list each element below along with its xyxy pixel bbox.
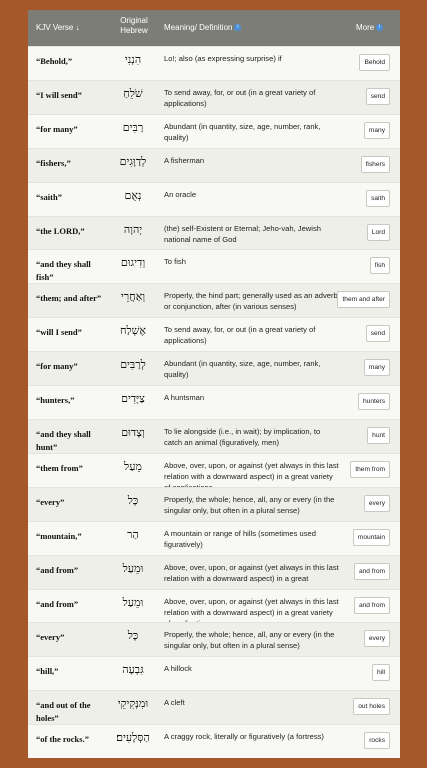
verse-text: “mountain,”: [36, 530, 82, 541]
more-column-header: [356, 23, 383, 32]
more-button[interactable]: hill: [372, 664, 390, 681]
table-row: [28, 690, 400, 724]
hebrew-word[interactable]: שֹׁלֵחַ: [123, 86, 143, 100]
table-row: [28, 114, 400, 148]
verse-text: “saith”: [36, 191, 62, 202]
verse-text: “and they shall fish”: [36, 259, 91, 283]
hebrew-word[interactable]: וְצָדוּם: [121, 425, 145, 439]
hebrew-word[interactable]: יְהוָה: [123, 222, 143, 236]
more-button[interactable]: saith: [366, 190, 390, 207]
table-row: [28, 148, 400, 182]
hebrew-word[interactable]: וּמִנְּקִיקֵי: [117, 697, 149, 711]
definition-text: To lie alongside (i.e., in wait); by implication, to catch an animal (figuratively, men): [164, 426, 321, 447]
hebrew-word[interactable]: וּמֵעַל: [122, 561, 144, 575]
hebrew-word[interactable]: רַבִּים: [122, 120, 144, 134]
table-row: [28, 216, 400, 250]
more-button[interactable]: send: [366, 88, 390, 105]
table-row: [28, 46, 400, 80]
more-button[interactable]: and from: [354, 563, 390, 580]
definition-text: Abundant (in quantity, size, age, number, rank, quality): [164, 121, 321, 142]
verse-text: “every”: [36, 632, 65, 643]
more-button[interactable]: and from: [354, 597, 390, 614]
hebrew-word[interactable]: וְאַחֲרֵי: [120, 290, 146, 304]
definition-text: Properly, the hind part; generally used as an adverb or conjunction, after (in various senses): [164, 291, 338, 312]
verse-text: “fishers,”: [36, 157, 71, 168]
table-row: [28, 249, 400, 283]
verse-column-header[interactable]: KJV Verse ↓: [36, 23, 80, 32]
definition-text: A cleft: [164, 698, 185, 708]
table-row: [28, 487, 400, 521]
hebrew-word[interactable]: כָּל: [127, 493, 139, 507]
more-button[interactable]: send: [366, 325, 390, 342]
definition-text: Lo!; also (as expressing surprise) if: [164, 54, 282, 63]
table-header: [28, 10, 400, 46]
verse-text: “the LORD,”: [36, 225, 85, 236]
more-header-label: More: [356, 23, 375, 32]
verse-table: [28, 10, 400, 758]
hebrew-word[interactable]: הַסְּלָעִים׃: [116, 731, 150, 745]
definition-text: A huntsman: [164, 393, 205, 403]
table-row: [28, 419, 400, 453]
table-row: [28, 351, 400, 385]
table-row: [28, 80, 400, 114]
definition-text: Above, over, upon, or against (yet always in this last relation with a downward aspect) in a great variety: [164, 596, 339, 617]
more-button[interactable]: every: [364, 630, 390, 647]
hebrew-column-header: [110, 16, 158, 36]
info-icon[interactable]: i: [376, 24, 383, 31]
verse-text: “for many”: [36, 361, 78, 372]
verse-text: “and they shall hunt”: [36, 428, 91, 452]
definition-text: (the) self-Existent or Eternal; Jeho-vah, Jewish national name of God: [164, 223, 322, 244]
more-button[interactable]: Behold: [359, 54, 390, 71]
definition-text: Properly, the whole; hence, all, any or every (in the singular only, but often in a plural sense): [164, 494, 335, 515]
table-row: [28, 555, 400, 589]
verse-text: “and from”: [36, 564, 79, 575]
table-row: [28, 724, 400, 758]
definition-text: A fisherman: [164, 155, 205, 165]
more-button[interactable]: mountain: [353, 529, 390, 546]
definition-text: To send away, for, or out (in a great variety of applications): [164, 87, 316, 108]
more-button[interactable]: many: [364, 359, 390, 376]
verse-text: “hill,”: [36, 666, 59, 677]
hebrew-word[interactable]: לְדַוָּגִים: [119, 154, 147, 168]
definition-text: To send away, for, or out (in a great variety of applications): [164, 325, 316, 346]
hebrew-word[interactable]: נְאֻם: [124, 188, 142, 202]
table-row: [28, 385, 400, 419]
hebrew-word[interactable]: הִנְנִי: [124, 53, 142, 66]
verse-text: “and out of the holes”: [36, 700, 91, 724]
info-icon[interactable]: i: [234, 24, 241, 31]
more-button[interactable]: rocks: [364, 732, 390, 749]
more-button[interactable]: fishers: [361, 156, 390, 173]
more-button[interactable]: out holes: [353, 698, 390, 715]
table-row: [28, 283, 400, 317]
table-row: [28, 622, 400, 656]
verse-text: “Behold,”: [36, 56, 73, 66]
hebrew-word[interactable]: גִּבְעָה: [122, 663, 144, 677]
definition-text: Above, over, upon, or against (yet always in this last relation with a downward aspect) in a great variety: [164, 460, 339, 481]
table-row: [28, 317, 400, 351]
table-row: [28, 182, 400, 216]
verse-text: “of the rocks.”: [36, 734, 89, 745]
hebrew-header-line2: Hebrew: [120, 26, 148, 35]
more-button[interactable]: Lord: [367, 224, 390, 241]
verse-text: “them; and after”: [36, 293, 102, 304]
verse-text: “will I send”: [36, 327, 82, 338]
definition-text: To fish: [164, 257, 186, 267]
verse-text: “hunters,”: [36, 395, 75, 406]
hebrew-word[interactable]: אֶשְׁלַח: [119, 324, 147, 338]
verse-text: “and from”: [36, 598, 79, 609]
definition-text: Abundant (in quantity, size, age, number, rank, quality): [164, 359, 321, 380]
definition-text: A mountain or range of hills (sometimes used figuratively): [164, 528, 316, 549]
table-row: [28, 656, 400, 690]
hebrew-word[interactable]: מֵעַל: [124, 459, 142, 473]
more-button[interactable]: hunt: [367, 427, 390, 444]
hebrew-word[interactable]: כָּל: [127, 629, 139, 643]
table-row: [28, 521, 400, 555]
definition-text: Above, over, upon, or against (yet always in this last relation with a downward aspect) in a great: [164, 562, 339, 583]
more-button[interactable]: hunters: [358, 393, 390, 410]
meaning-column-header: [164, 23, 241, 32]
more-button[interactable]: every: [364, 495, 390, 512]
hebrew-word[interactable]: הַר: [127, 527, 139, 541]
definition-text: Properly, the whole; hence, all, any or every (in the singular only, but often in a plural sense): [164, 630, 335, 651]
more-button[interactable]: them and after: [337, 291, 390, 308]
definition-text: An oracle: [164, 189, 197, 199]
verse-text: “them from”: [36, 462, 83, 473]
hebrew-word[interactable]: וְדִיגוּם: [120, 256, 146, 270]
table-row: [28, 589, 400, 623]
more-button[interactable]: them from: [350, 461, 390, 478]
hebrew-word[interactable]: לְרַבִּים: [120, 358, 146, 372]
hebrew-header-line1: Original: [120, 16, 148, 25]
verse-text: “every”: [36, 496, 65, 507]
definition-text: A craggy rock, literally or figuratively (a fortress): [164, 732, 324, 742]
definition-text: A hillock: [164, 664, 192, 674]
hebrew-word[interactable]: וּמֵעַל: [122, 595, 144, 609]
table-body: [28, 46, 400, 758]
hebrew-word[interactable]: צַיָּדִים: [121, 392, 145, 406]
verse-text: “for many”: [36, 123, 78, 134]
verse-text: “I will send”: [36, 89, 82, 100]
more-button[interactable]: fish: [370, 257, 390, 274]
meaning-header-label: Meaning/ Definition: [164, 23, 233, 32]
table-row: [28, 453, 400, 487]
more-button[interactable]: many: [364, 122, 390, 139]
